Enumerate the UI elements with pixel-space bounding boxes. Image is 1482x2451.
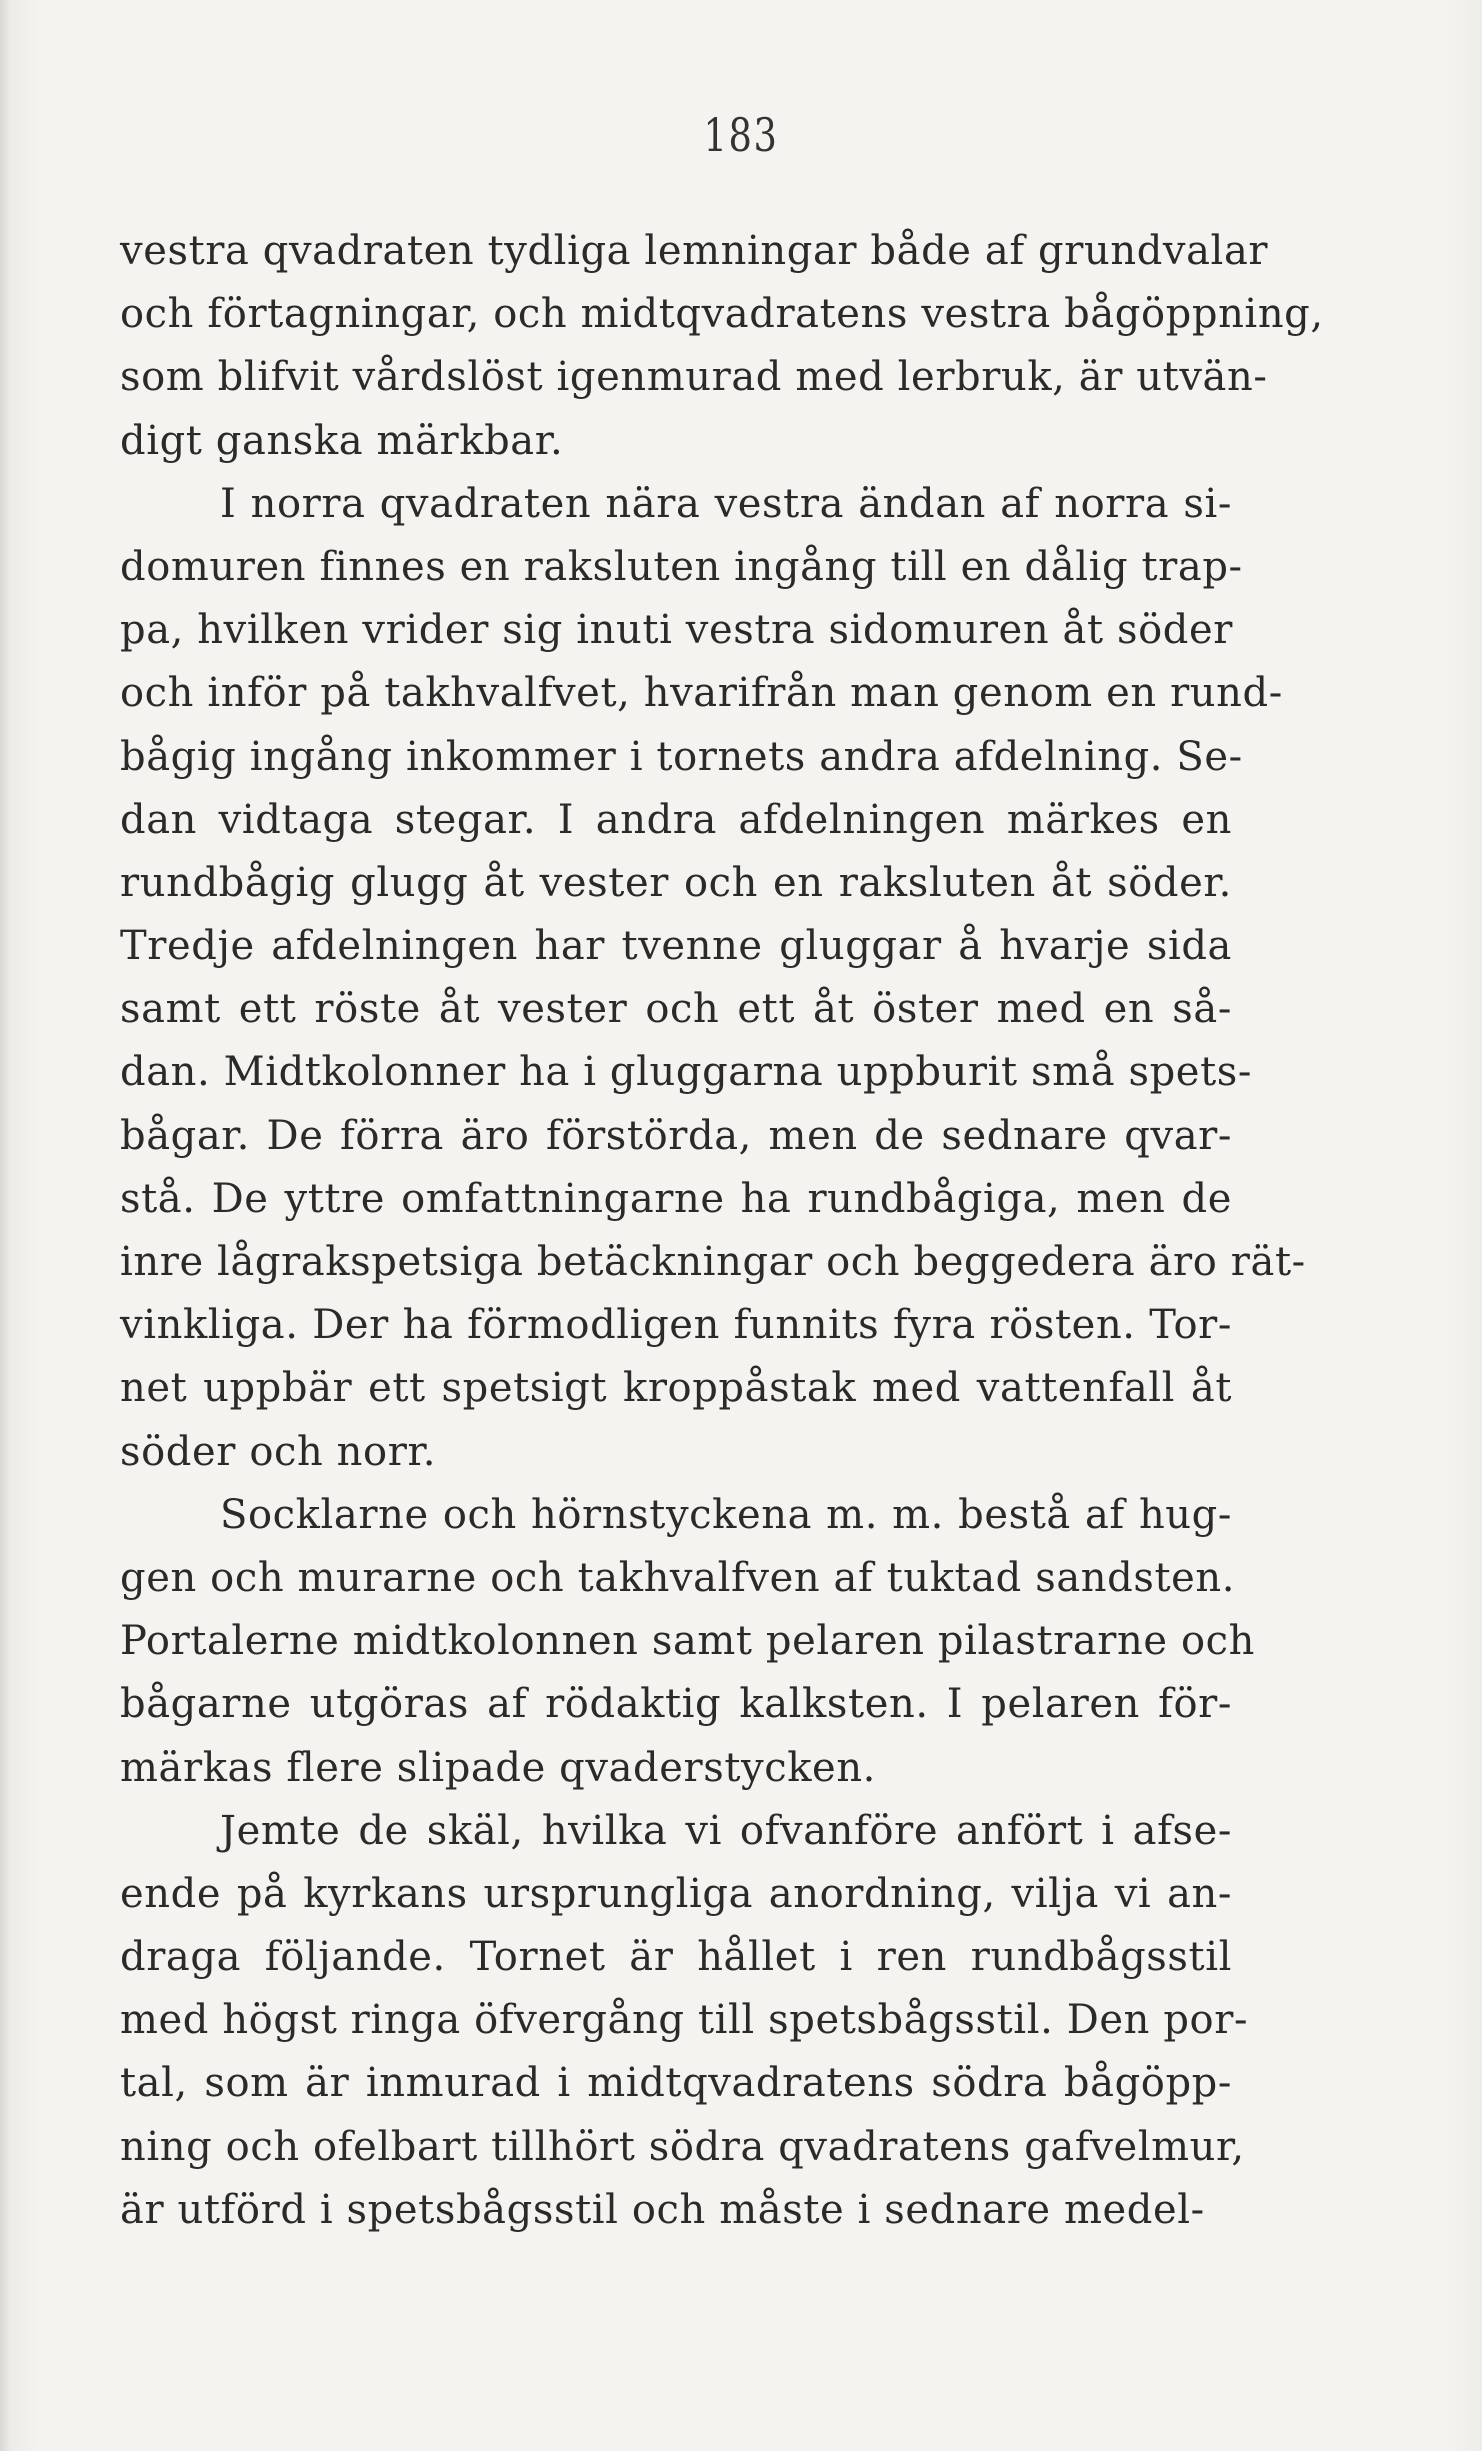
text-line: ning och ofelbart tillhört södra qvadratens gafvelmur, bbox=[120, 2123, 1245, 2170]
text-line: söder och norr. bbox=[120, 1428, 437, 1475]
text-line: inre lågrakspetsiga betäckningar och beggedera äro rät- bbox=[120, 1239, 1306, 1285]
text-line: Tredje afdelningen har tvenne gluggar å hvarje sida bbox=[120, 923, 1232, 970]
text-line: draga följande. Tornet är hållet i ren rundbågsstil bbox=[120, 1934, 1232, 1981]
text-line: bågig ingång inkommer i tornets andra afdelning. Se- bbox=[120, 733, 1243, 780]
text-line: Socklarne och hörnstyckena m. m. bestå af hug- bbox=[220, 1491, 1232, 1538]
text-line: är utförd i spetsbågsstil och måste i sednare medel- bbox=[120, 2186, 1205, 2233]
text-line: Jemte de skäl, hvilka vi ofvanföre anfört i afse- bbox=[220, 1807, 1232, 1854]
page-number: 183 bbox=[703, 108, 779, 162]
text-line: vinkliga. Der ha förmodligen funnits fyra rösten. Tor- bbox=[120, 1302, 1232, 1349]
text-line: märkas flere slipade qvaderstycken. bbox=[120, 1744, 876, 1791]
text-line: digt ganska märkbar. bbox=[120, 417, 564, 464]
text-line: vestra qvadraten tydliga lemningar både af grundvalar bbox=[120, 228, 1269, 274]
text-line: dan vidtaga stegar. I andra afdelningen märkes en bbox=[120, 796, 1232, 843]
text-line: I norra qvadraten nära vestra ändan af norra si- bbox=[220, 480, 1232, 527]
text-line: bågarne utgöras af rödaktig kalksten. I pelaren för- bbox=[120, 1681, 1232, 1728]
text-line: med högst ringa öfvergång till spetsbågsstil. Den por- bbox=[120, 1997, 1249, 2044]
text-line: gen och murarne och takhvalfven af tuktad sandsten. bbox=[120, 1554, 1236, 1601]
text-line: stå. De yttre omfattningarne ha rundbågiga, men de bbox=[120, 1175, 1232, 1222]
text-line: samt ett röste åt vester och ett åt öster med en så- bbox=[120, 986, 1232, 1033]
text-line: tal, som är inmurad i midtqvadratens södra bågöpp- bbox=[120, 2060, 1232, 2107]
text-line: pa, hvilken vrider sig inuti vestra sidomuren åt söder bbox=[120, 607, 1233, 654]
text-line: som blifvit vårdslöst igenmurad med lerbruk, är utvän- bbox=[120, 354, 1268, 401]
text-line: rundbågig glugg åt vester och en raksluten åt söder. bbox=[120, 859, 1232, 906]
text-line: bågar. De förra äro förstörda, men de sednare qvar- bbox=[120, 1112, 1232, 1159]
text-line: net uppbär ett spetsigt kroppåstak med vattenfall åt bbox=[120, 1365, 1232, 1412]
text-line: domuren finnes en raksluten ingång till en dålig trap- bbox=[120, 543, 1243, 590]
text-line: dan. Midtkolonner ha i gluggarna uppburit små spets- bbox=[120, 1049, 1252, 1096]
body-text bbox=[120, 220, 1324, 2242]
text-line: och inför på takhvalfvet, hvarifrån man genom en rund- bbox=[120, 670, 1283, 717]
text-line: Portalerne midtkolonnen samt pelaren pilastrarne och bbox=[120, 1618, 1256, 1665]
text-line: och förtagningar, och midtqvadratens vestra bågöppning, bbox=[120, 291, 1324, 338]
text-line: ende på kyrkans ursprungliga anordning, vilja vi an- bbox=[120, 1870, 1232, 1917]
